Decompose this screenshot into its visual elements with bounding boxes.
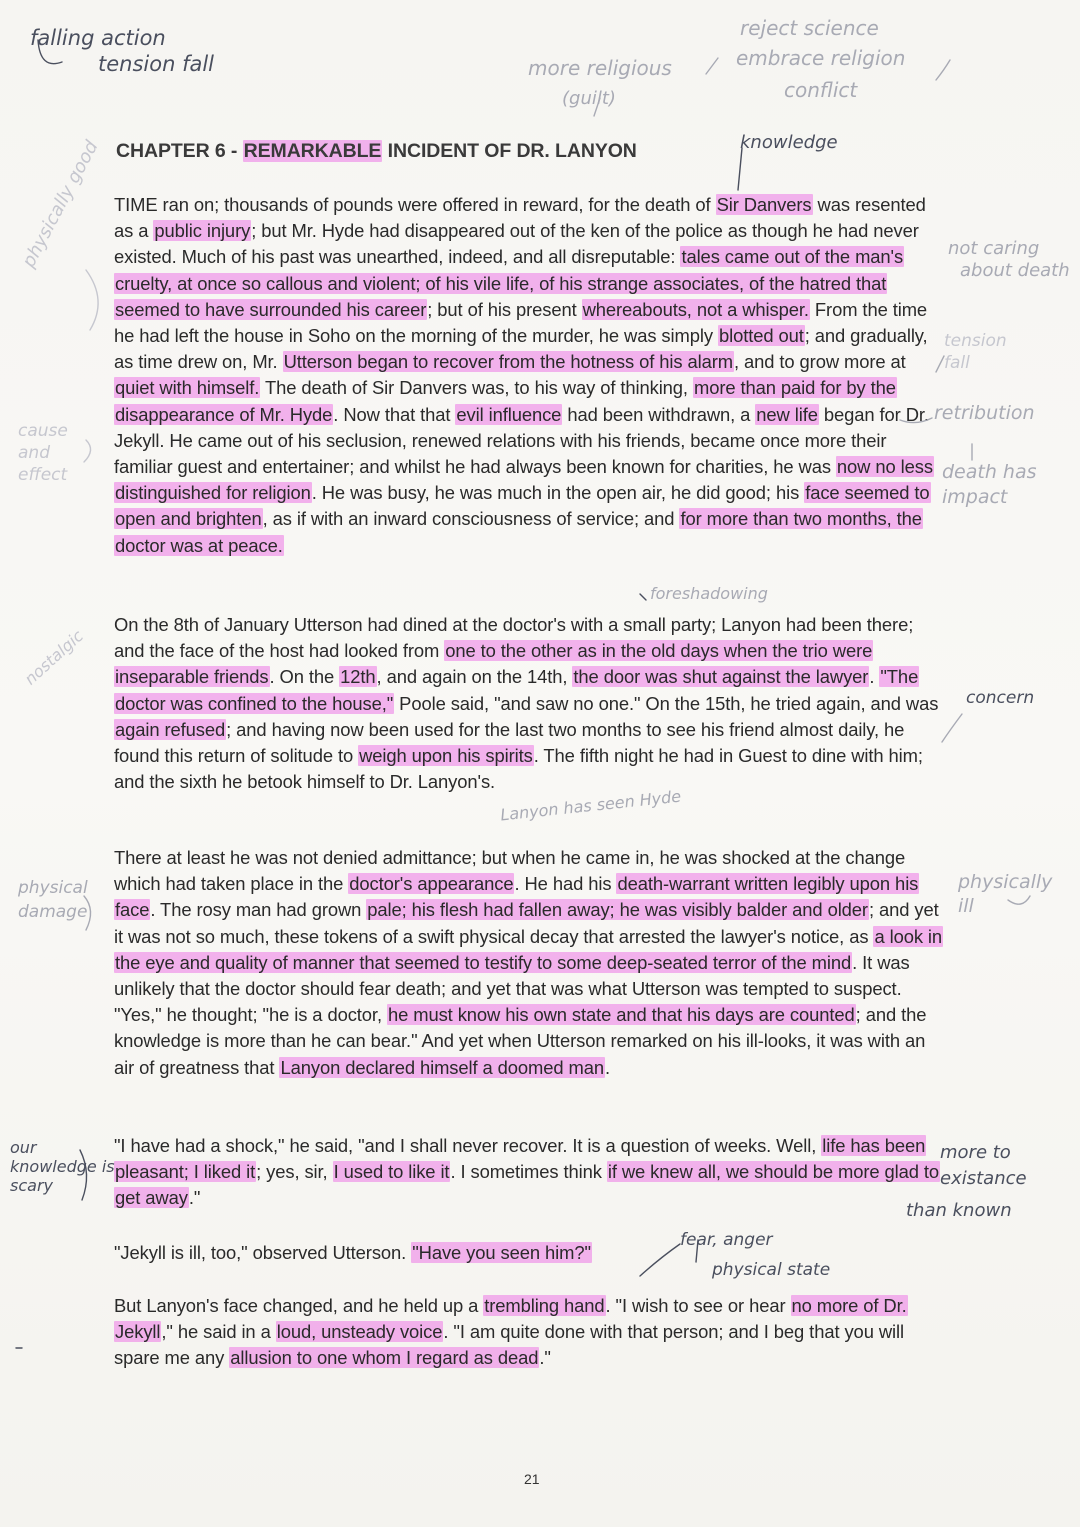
note-physically-good: physically good: [18, 137, 103, 271]
text-run: . I sometimes think: [450, 1161, 607, 1183]
text-run: On the 8th of January Utterson had dined at the doctor's with a small party; Lanyon had been there; and the face of the host had looked from: [114, 614, 914, 662]
note-physically-ill: physically ill: [958, 871, 1053, 917]
text-run: , and again on the 14th,: [376, 666, 573, 688]
highlighted-text: for more than two months, the doctor was at peace.: [115, 508, 922, 556]
note-cause-and-effect: cause and effect: [18, 421, 68, 485]
highlighted-text: life has been pleasant; I liked it: [115, 1135, 926, 1183]
highlighted-text: weigh upon his spirits: [359, 745, 533, 767]
note-more-to-existance: more to existance: [940, 1142, 1027, 1189]
highlighted-text: I used to like it: [333, 1161, 450, 1183]
text-run: . "I am quite done with that person; and I beg that you will spare me any: [114, 1321, 904, 1369]
text-run: But Lanyon's face changed, and he held up a: [114, 1295, 484, 1316]
text-run: TIME ran on; thousands of pounds were offered in reward, for the death of: [114, 194, 716, 215]
arrow-tension: [936, 356, 944, 372]
text-run: ; and yet it was not so much, these tokens of a swift physical decay that arrested the lawyer's notice, as: [114, 899, 939, 947]
text-run: ," he said in a: [161, 1321, 276, 1343]
highlighted-text: a look in the eye and quality of manner that seemed to testify to some deep-seated terror of the mind: [115, 925, 943, 973]
text-run: . It was unlikely that the doctor should fear death; and yet that was what Utterson was tempted to suspect. "Yes," he thought; "he is a doctor,: [114, 951, 910, 1026]
highlighted-text: allusion to one whom I regard as dead: [230, 1347, 539, 1369]
highlighted-text: "Have you seen him?": [412, 1242, 591, 1263]
text-run: "Jekyll is ill, too," observed Utterson.: [114, 1242, 412, 1263]
note-embrace-religion: embrace religion: [736, 46, 906, 70]
note-reject-science: reject science: [740, 16, 879, 40]
highlighted-text: pale; his flesh had fallen away; he was visibly balder and older: [367, 899, 868, 921]
chapter-title-rest: INCIDENT OF DR. LANYON: [387, 140, 637, 162]
highlighted-text: "The doctor was confined to the house,": [115, 666, 919, 714]
text-run: ; and having now been used for the last two months to see his friend almost daily, he found this return of solitude to: [114, 718, 905, 767]
note-physical-damage: physical damage: [18, 878, 88, 922]
page-number: 21: [524, 1471, 540, 1487]
text-run: ; but of his present: [427, 298, 582, 320]
tick-embrace: [936, 60, 950, 80]
highlighted-text: one to the other as in the old days when the trio were inseparable friends: [115, 640, 873, 688]
text-run: was resented as a: [114, 194, 926, 242]
text-run: . He had his: [514, 873, 617, 895]
text-run: .: [605, 1056, 611, 1078]
note-physical-state: physical state: [712, 1260, 831, 1280]
bracket-physically-good: [86, 270, 98, 330]
highlighted-text: Utterson began to recover from the hotness of his alarm: [283, 351, 733, 373]
note-knowledge: knowledge: [740, 132, 838, 153]
note-our-knowledge-scary: our knowledge is scary: [10, 1138, 115, 1195]
arrow-knowledge: [738, 148, 742, 190]
highlighted-text: loud, unsteady voice: [276, 1321, 443, 1343]
highlighted-text: 12th: [340, 666, 376, 688]
text-run: . On the: [269, 666, 340, 688]
text-run: .: [869, 666, 880, 688]
text-run: "I have had a shock," he said, "and I shall never recover. It is a question of weeks. Well,: [114, 1135, 822, 1156]
arrow-retribution: [900, 418, 932, 423]
text-run: , as if with an inward consciousness of service; and: [262, 508, 680, 530]
note-death-has-impact: death has impact: [942, 461, 1037, 508]
text-run: , and to grow more at: [733, 351, 906, 373]
highlighted-text: new life: [756, 403, 818, 425]
chapter-title-highlight: REMARKABLE: [243, 140, 382, 162]
highlighted-text: death-warrant written legibly upon his face: [115, 873, 919, 921]
highlighted-text: public injury: [154, 220, 251, 242]
note-fear-anger: fear, anger: [680, 1230, 773, 1250]
text-run: ; but Mr. Hyde had disappeared out of the ken of the police as though he had never existed. Much of his past was unearthed, indeed, and all disreputable:: [114, 220, 919, 268]
note-nostalgic: nostalgic: [20, 626, 88, 689]
text-run: The death of Sir Danvers was, to his way of thinking,: [260, 377, 693, 399]
text-run: had been withdrawn, a: [562, 403, 756, 425]
bracket-knowledge-scary: [80, 1150, 87, 1200]
curl-foreshadow: [640, 594, 646, 600]
note-falling-action: falling action: [30, 26, 166, 50]
arrow-fear: [640, 1244, 680, 1276]
bracket-physical-damage: [84, 896, 91, 930]
text-run: . He was busy, he was much in the open air, he did good; his: [311, 482, 805, 504]
highlighted-text: tales came out of the man's cruelty, at once so callous and violent; of his vile life, of his strange associates, of the hatred that seemed to have surrounded his career: [115, 246, 904, 320]
note-retribution: retribution: [934, 402, 1035, 424]
chapter-number: CHAPTER 6 -: [116, 140, 238, 162]
note-not-caring: not caring: [948, 238, 1040, 259]
curl-physically-ill: [1008, 896, 1030, 904]
note-concern: concern: [966, 688, 1035, 708]
text-run: . The fifth night he had in Guest to dine with him; and the sixth he betook himself to Dr. Lanyon's.: [114, 745, 923, 793]
note-lanyon-seen-hyde: Lanyon has seen Hyde: [499, 786, 682, 825]
note-foreshadowing: foreshadowing: [650, 584, 768, 603]
highlighted-text: face seemed to open and brighten: [115, 482, 930, 530]
note-about-death: about death: [960, 260, 1070, 281]
highlighted-text: trembling hand: [484, 1295, 605, 1316]
text-run: From the time he had left the house in Soho on the morning of the murder, he was simply: [114, 298, 928, 347]
text-run: began for Dr. Jekyll. He came out of his seclusion, renewed relations with his friends, became once more their familiar guest and entertainer; and whilst he had always been known for charities, he was: [114, 403, 929, 478]
highlighted-text: no more of Dr. Jekyll: [115, 1295, 907, 1343]
highlighted-text: again refused: [115, 718, 226, 740]
note-than-known: than known: [906, 1200, 1012, 1221]
highlighted-text: now no less distinguished for religion: [115, 456, 933, 504]
note-conflict: conflict: [784, 78, 858, 102]
highlighted-text: Lanyon declared himself a doomed man: [280, 1056, 605, 1078]
highlighted-text: evil influence: [456, 403, 562, 425]
highlighted-text: Sir Danvers: [716, 194, 812, 215]
text-run: . The rosy man had grown: [150, 899, 367, 921]
highlighted-text: he must know his own state and that his days are counted: [387, 1004, 855, 1026]
note-guilt: (guilt): [562, 88, 616, 109]
highlighted-text: more than paid for by the disappearance of Mr. Hyde: [115, 377, 896, 425]
text-run: ; yes, sir,: [256, 1161, 333, 1183]
highlighted-text: blotted out: [718, 325, 804, 347]
text-run: ; and gradually, as time drew on, Mr.: [114, 325, 928, 373]
text-run: .": [188, 1187, 201, 1209]
highlighted-text: the door was shut against the lawyer: [573, 666, 869, 688]
text-run: There at least he was not denied admittance; but when he came in, he was shocked at the change which had taken place in the: [114, 847, 906, 895]
text-run: .": [539, 1347, 551, 1369]
line-fear-state: [696, 1240, 698, 1262]
text-run: . Now that that: [333, 403, 456, 425]
highlighted-text: doctor's appearance: [349, 873, 514, 895]
arrow-guilt: [594, 98, 600, 116]
text-run: . "I wish to see or hear: [605, 1295, 791, 1316]
highlighted-text: quiet with himself.: [115, 377, 260, 399]
note-more-religious: more religious: [528, 56, 672, 80]
highlighted-text: if we knew all, we should be more glad to get away: [115, 1161, 940, 1209]
note-tension-fall-right: tension fall: [944, 331, 1007, 373]
arrow-concern: [942, 714, 962, 742]
text-run: ; and the knowledge is more than he can bear." And yet when Utterson remarked on his ill-looks, it was with an air of greatness that: [114, 1004, 927, 1078]
arrow-reject: [706, 58, 718, 74]
highlighted-text: whereabouts, not a whisper.: [582, 298, 809, 320]
bracket-cause: [84, 440, 91, 462]
note-tension-fall-top: tension fall: [98, 52, 215, 76]
text-run: Poole said, "and saw no one." On the 15th, he tried again, and was: [394, 692, 939, 714]
bracket-falling-action: [38, 40, 62, 64]
